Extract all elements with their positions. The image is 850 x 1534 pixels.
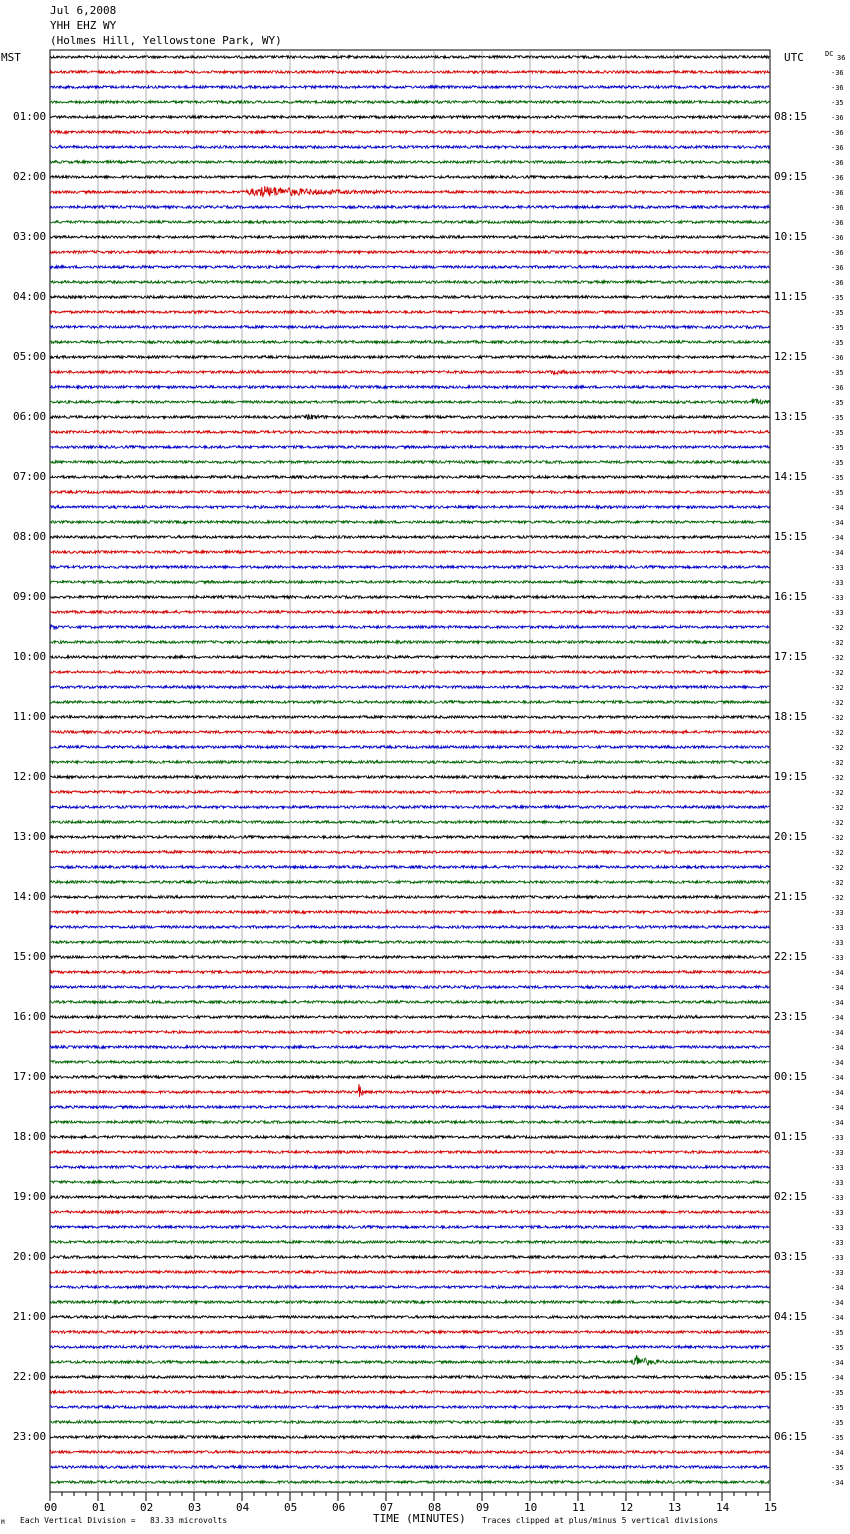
dc-offset-label: -35 [831, 459, 844, 467]
seismic-trace [50, 1076, 769, 1079]
seismic-trace [50, 1301, 769, 1304]
seismic-trace [50, 1346, 769, 1349]
dc-offset-label: -32 [831, 789, 844, 797]
left-time-label: 13:00 [13, 830, 47, 843]
seismic-trace [50, 1061, 769, 1064]
right-time-label: 19:15 [774, 770, 808, 783]
dc-offset-label: -34 [831, 1314, 844, 1322]
seismic-trace [50, 461, 769, 464]
dc-offset-label: -33 [831, 1149, 844, 1157]
dc-offset-label: -32 [831, 714, 844, 722]
seismic-trace [50, 281, 769, 284]
dc-offset-label: -33 [831, 1254, 844, 1262]
dc-offset-label: -32 [831, 669, 844, 677]
left-time-label: 14:00 [13, 890, 47, 903]
dc-offset-label: -33 [831, 939, 844, 947]
dc-offset-label: -34 [831, 1104, 844, 1112]
left-time-label: 04:00 [13, 290, 47, 303]
seismic-trace [50, 296, 769, 299]
seismic-trace [50, 176, 769, 179]
left-time-label: 23:00 [13, 1430, 47, 1443]
dc-offset-label: -36 [831, 204, 844, 212]
x-tick-label: 04 [236, 1501, 250, 1514]
right-time-label: 21:15 [774, 890, 808, 903]
dc-offset-label: -35 [831, 309, 844, 317]
seismic-trace [50, 206, 769, 209]
seismic-trace [50, 806, 769, 809]
seismic-trace [50, 671, 769, 674]
dc-offset-label: -33 [831, 564, 844, 572]
left-time-label: 16:00 [13, 1010, 47, 1023]
dc-offset-label: -36 [831, 264, 844, 272]
dc-offset-label: -36 [831, 189, 844, 197]
seismic-trace [50, 311, 769, 314]
seismic-trace [50, 221, 769, 224]
dc-offset-label: -35 [831, 1329, 844, 1337]
right-time-label: 13:15 [774, 410, 808, 423]
left-time-label: 19:00 [13, 1190, 47, 1203]
seismic-trace [50, 1046, 769, 1049]
left-time-label: 18:00 [13, 1130, 47, 1143]
dc-offset-label: -33 [831, 1194, 844, 1202]
dc-offset-label: -34 [831, 969, 844, 977]
dc-offset-label: -36 [831, 249, 844, 257]
seismic-trace [50, 446, 769, 449]
seismic-trace [50, 1481, 769, 1484]
dc-offset-label: -36 [831, 234, 844, 242]
seismic-trace [50, 611, 769, 614]
seismic-trace [50, 431, 769, 434]
right-time-label: 03:15 [774, 1250, 808, 1263]
left-time-label: 07:00 [13, 470, 47, 483]
seismic-trace [50, 836, 769, 839]
seismic-trace [50, 146, 769, 149]
dc-offset-label: -33 [831, 594, 844, 602]
seismic-trace [50, 956, 769, 959]
seismic-trace [50, 1151, 769, 1154]
seismic-trace [50, 491, 769, 494]
right-time-label: 23:15 [774, 1010, 808, 1023]
seismic-trace [50, 266, 769, 269]
x-tick-label: 08 [428, 1501, 442, 1514]
seismic-trace [50, 1196, 769, 1199]
seismic-trace [50, 161, 769, 164]
plot-date: Jul 6,2008 [50, 4, 117, 17]
dc-offset-label: 36 [837, 54, 846, 62]
right-time-label: 09:15 [774, 170, 808, 183]
dc-offset-label: -35 [831, 369, 844, 377]
seismic-trace [50, 56, 769, 59]
seismic-trace [50, 101, 769, 104]
dc-offset-label: -33 [831, 954, 844, 962]
dc-offset-label: -34 [831, 1359, 844, 1367]
dc-offset-label: -35 [831, 474, 844, 482]
dc-offset-label: -32 [831, 774, 844, 782]
dc-offset-label: -34 [831, 1284, 844, 1292]
x-tick-label: 02 [140, 1501, 154, 1514]
dc-offset-label: -33 [831, 1239, 844, 1247]
dc-offset-label: -34 [831, 1029, 844, 1037]
dc-offset-label: -36 [831, 174, 844, 182]
dc-offset-label: -35 [831, 429, 844, 437]
dc-offset-label: -36 [831, 354, 844, 362]
right-axis-label: UTC [784, 51, 804, 64]
dc-offset-label: -36 [831, 144, 844, 152]
seismic-trace [50, 776, 769, 779]
dc-offset-label: -36 [831, 114, 844, 122]
dc-offset-label: -35 [831, 1464, 844, 1472]
left-time-label: 11:00 [13, 710, 47, 723]
right-time-label: 08:15 [774, 110, 808, 123]
seismic-trace [50, 186, 769, 197]
dc-offset-label: -36 [831, 84, 844, 92]
dc-offset-label: -32 [831, 894, 844, 902]
dc-offset-label: -34 [831, 984, 844, 992]
seismic-trace [50, 1331, 769, 1334]
dc-offset-label: -35 [831, 414, 844, 422]
station-location: (Holmes Hill, Yellowstone Park, WY) [50, 34, 282, 47]
seismic-trace [50, 116, 769, 119]
right-time-label: 18:15 [774, 710, 808, 723]
seismic-trace [50, 399, 769, 404]
seismic-trace [50, 1271, 769, 1274]
dc-offset-label: -32 [831, 879, 844, 887]
dc-offset-label: -32 [831, 849, 844, 857]
x-tick-label: 10 [524, 1501, 538, 1514]
dc-offset-label: -33 [831, 1134, 844, 1142]
scale-note: Each Vertical Division = 83.33 microvolts [20, 1516, 228, 1525]
dc-offset-label: -33 [831, 1224, 844, 1232]
dc-offset-label: -32 [831, 624, 844, 632]
seismic-trace [50, 911, 769, 914]
seismic-trace [50, 1316, 769, 1319]
seismic-trace [50, 686, 769, 689]
seismic-trace [50, 716, 769, 719]
seismic-trace [50, 941, 769, 944]
right-time-label: 12:15 [774, 350, 808, 363]
x-tick-label: 01 [92, 1501, 106, 1514]
dc-label: DC [825, 50, 834, 58]
dc-offset-label: -35 [831, 399, 844, 407]
dc-offset-label: -33 [831, 909, 844, 917]
seismic-trace [50, 1181, 769, 1184]
right-time-label: 11:15 [774, 290, 808, 303]
dc-offset-label: -35 [831, 489, 844, 497]
x-tick-label: 03 [188, 1501, 202, 1514]
dc-offset-label: -35 [831, 1389, 844, 1397]
seismic-trace [50, 1436, 769, 1439]
dc-offset-label: -35 [831, 1344, 844, 1352]
x-tick-label: 00 [44, 1501, 58, 1514]
x-tick-label: 12 [620, 1501, 634, 1514]
dc-offset-label: -32 [831, 819, 844, 827]
dc-offset-label: -32 [831, 804, 844, 812]
dc-offset-label: -34 [831, 1299, 844, 1307]
dc-offset-label: -33 [831, 1164, 844, 1172]
right-time-label: 02:15 [774, 1190, 808, 1203]
dc-offset-label: -35 [831, 99, 844, 107]
seismic-trace [50, 1211, 769, 1214]
right-time-label: 10:15 [774, 230, 808, 243]
seismic-trace [50, 1421, 769, 1424]
dc-offset-label: -36 [831, 384, 844, 392]
seismic-trace [50, 881, 769, 884]
dc-offset-label: -36 [831, 279, 844, 287]
seismic-trace [50, 596, 769, 599]
seismic-trace [50, 536, 769, 539]
x-axis-title: TIME (MINUTES) [373, 1512, 466, 1525]
dc-offset-label: -35 [831, 294, 844, 302]
seismic-trace [50, 1084, 769, 1097]
station-code: YHH EHZ WY [50, 19, 117, 32]
dc-offset-label: -32 [831, 639, 844, 647]
seismic-trace [50, 1286, 769, 1289]
clip-note: Traces clipped at plus/minus 5 vertical divisions [482, 1516, 719, 1525]
right-time-label: 22:15 [774, 950, 808, 963]
seismic-trace [50, 326, 769, 329]
right-time-label: 01:15 [774, 1130, 808, 1143]
dc-offset-label: -33 [831, 609, 844, 617]
seismic-trace [50, 641, 769, 644]
left-axis-label: MST [1, 51, 21, 64]
seismic-trace [50, 851, 769, 854]
dc-offset-label: -36 [831, 219, 844, 227]
left-time-label: 10:00 [13, 650, 47, 663]
right-time-label: 14:15 [774, 470, 808, 483]
left-time-label: 02:00 [13, 170, 47, 183]
left-time-label: 01:00 [13, 110, 47, 123]
seismic-trace [50, 1376, 769, 1379]
dc-offset-label: -32 [831, 759, 844, 767]
x-tick-label: 06 [332, 1501, 346, 1514]
left-time-label: 21:00 [13, 1310, 47, 1323]
logo-mark: M [1, 1519, 5, 1526]
dc-offset-label: -33 [831, 1179, 844, 1187]
dc-offset-label: -35 [831, 1404, 844, 1412]
right-time-label: 17:15 [774, 650, 808, 663]
seismic-trace [50, 701, 769, 704]
seismic-trace [50, 1031, 769, 1034]
dc-offset-label: -36 [831, 69, 844, 77]
dc-offset-label: -33 [831, 924, 844, 932]
dc-offset-label: -36 [831, 129, 844, 137]
seismic-trace [50, 131, 769, 134]
x-tick-label: 07 [380, 1501, 394, 1514]
seismic-trace [50, 251, 769, 254]
dc-offset-label: -34 [831, 1374, 844, 1382]
dc-offset-label: -34 [831, 1059, 844, 1067]
seismic-trace [50, 986, 769, 989]
seismic-trace [50, 1256, 769, 1259]
seismic-trace [50, 731, 769, 734]
seismic-trace [50, 476, 769, 479]
dc-offset-label: -35 [831, 1419, 844, 1427]
left-time-label: 22:00 [13, 1370, 47, 1383]
seismic-trace [50, 866, 769, 869]
seismic-trace [50, 566, 769, 569]
dc-offset-label: -34 [831, 1089, 844, 1097]
dc-offset-label: -33 [831, 579, 844, 587]
seismic-trace [50, 1121, 769, 1124]
seismic-trace [50, 1016, 769, 1019]
seismic-trace [50, 1106, 769, 1109]
seismic-trace [50, 521, 769, 524]
x-tick-label: 09 [476, 1501, 490, 1514]
seismic-trace [50, 1226, 769, 1229]
x-tick-label: 11 [572, 1501, 586, 1514]
x-tick-label: 13 [668, 1501, 682, 1514]
seismic-trace [50, 1451, 769, 1454]
right-time-label: 00:15 [774, 1070, 808, 1083]
dc-offset-label: -33 [831, 1269, 844, 1277]
dc-offset-label: -34 [831, 1449, 844, 1457]
x-tick-label: 14 [716, 1501, 730, 1514]
dc-offset-label: -35 [831, 444, 844, 452]
right-time-label: 20:15 [774, 830, 808, 843]
seismic-trace [50, 656, 769, 659]
dc-offset-label: -36 [831, 159, 844, 167]
seismic-trace [50, 746, 769, 749]
left-time-label: 12:00 [13, 770, 47, 783]
dc-offset-label: -34 [831, 999, 844, 1007]
seismic-trace [50, 415, 769, 420]
dc-offset-label: -32 [831, 684, 844, 692]
x-tick-label: 15 [764, 1501, 778, 1514]
seismic-trace [50, 1466, 769, 1469]
dc-offset-label: -32 [831, 834, 844, 842]
dc-offset-label: -34 [831, 1479, 844, 1487]
right-time-label: 04:15 [774, 1310, 808, 1323]
dc-offset-label: -34 [831, 534, 844, 542]
seismic-trace [50, 1241, 769, 1244]
left-time-label: 15:00 [13, 950, 47, 963]
dc-offset-label: -34 [831, 549, 844, 557]
seismic-trace [50, 1391, 769, 1394]
dc-offset-label: -33 [831, 1209, 844, 1217]
seismic-trace [50, 1001, 769, 1004]
seismic-trace [50, 551, 769, 554]
seismic-trace [50, 821, 769, 824]
dc-offset-label: -35 [831, 324, 844, 332]
left-time-label: 03:00 [13, 230, 47, 243]
right-time-label: 06:15 [774, 1430, 808, 1443]
seismic-trace [50, 356, 769, 359]
dc-offset-label: -32 [831, 699, 844, 707]
seismic-trace [50, 1406, 769, 1409]
seismic-trace [50, 1355, 769, 1365]
seismic-trace [50, 896, 769, 899]
right-time-label: 05:15 [774, 1370, 808, 1383]
right-time-label: 15:15 [774, 530, 808, 543]
left-time-label: 08:00 [13, 530, 47, 543]
dc-offset-label: -32 [831, 729, 844, 737]
seismic-trace [50, 926, 769, 929]
seismic-trace [50, 341, 769, 344]
seismic-trace [50, 236, 769, 239]
dc-offset-label: -32 [831, 654, 844, 662]
dc-offset-label: -35 [831, 339, 844, 347]
dc-offset-label: -34 [831, 1074, 844, 1082]
left-time-label: 05:00 [13, 350, 47, 363]
dc-offset-label: -34 [831, 1044, 844, 1052]
dc-offset-label: -34 [831, 1119, 844, 1127]
seismic-trace [50, 370, 769, 375]
seismic-trace [50, 506, 769, 509]
seismic-trace [50, 971, 769, 974]
dc-offset-label: -32 [831, 744, 844, 752]
left-time-label: 09:00 [13, 590, 47, 603]
x-tick-label: 05 [284, 1501, 298, 1514]
seismic-trace [50, 625, 769, 630]
seismic-trace [50, 791, 769, 794]
seismic-trace [50, 71, 769, 74]
seismic-trace [50, 1166, 769, 1169]
dc-offset-label: -32 [831, 864, 844, 872]
seismic-trace [50, 581, 769, 584]
left-time-label: 06:00 [13, 410, 47, 423]
seismic-trace [50, 1136, 769, 1139]
left-time-label: 17:00 [13, 1070, 47, 1083]
dc-offset-label: -34 [831, 1014, 844, 1022]
seismic-trace [50, 761, 769, 764]
right-time-label: 16:15 [774, 590, 808, 603]
dc-offset-label: -35 [831, 1434, 844, 1442]
dc-offset-label: -34 [831, 519, 844, 527]
seismic-trace [50, 386, 769, 389]
dc-offset-label: -34 [831, 504, 844, 512]
seismic-trace [50, 86, 769, 89]
left-time-label: 20:00 [13, 1250, 47, 1263]
